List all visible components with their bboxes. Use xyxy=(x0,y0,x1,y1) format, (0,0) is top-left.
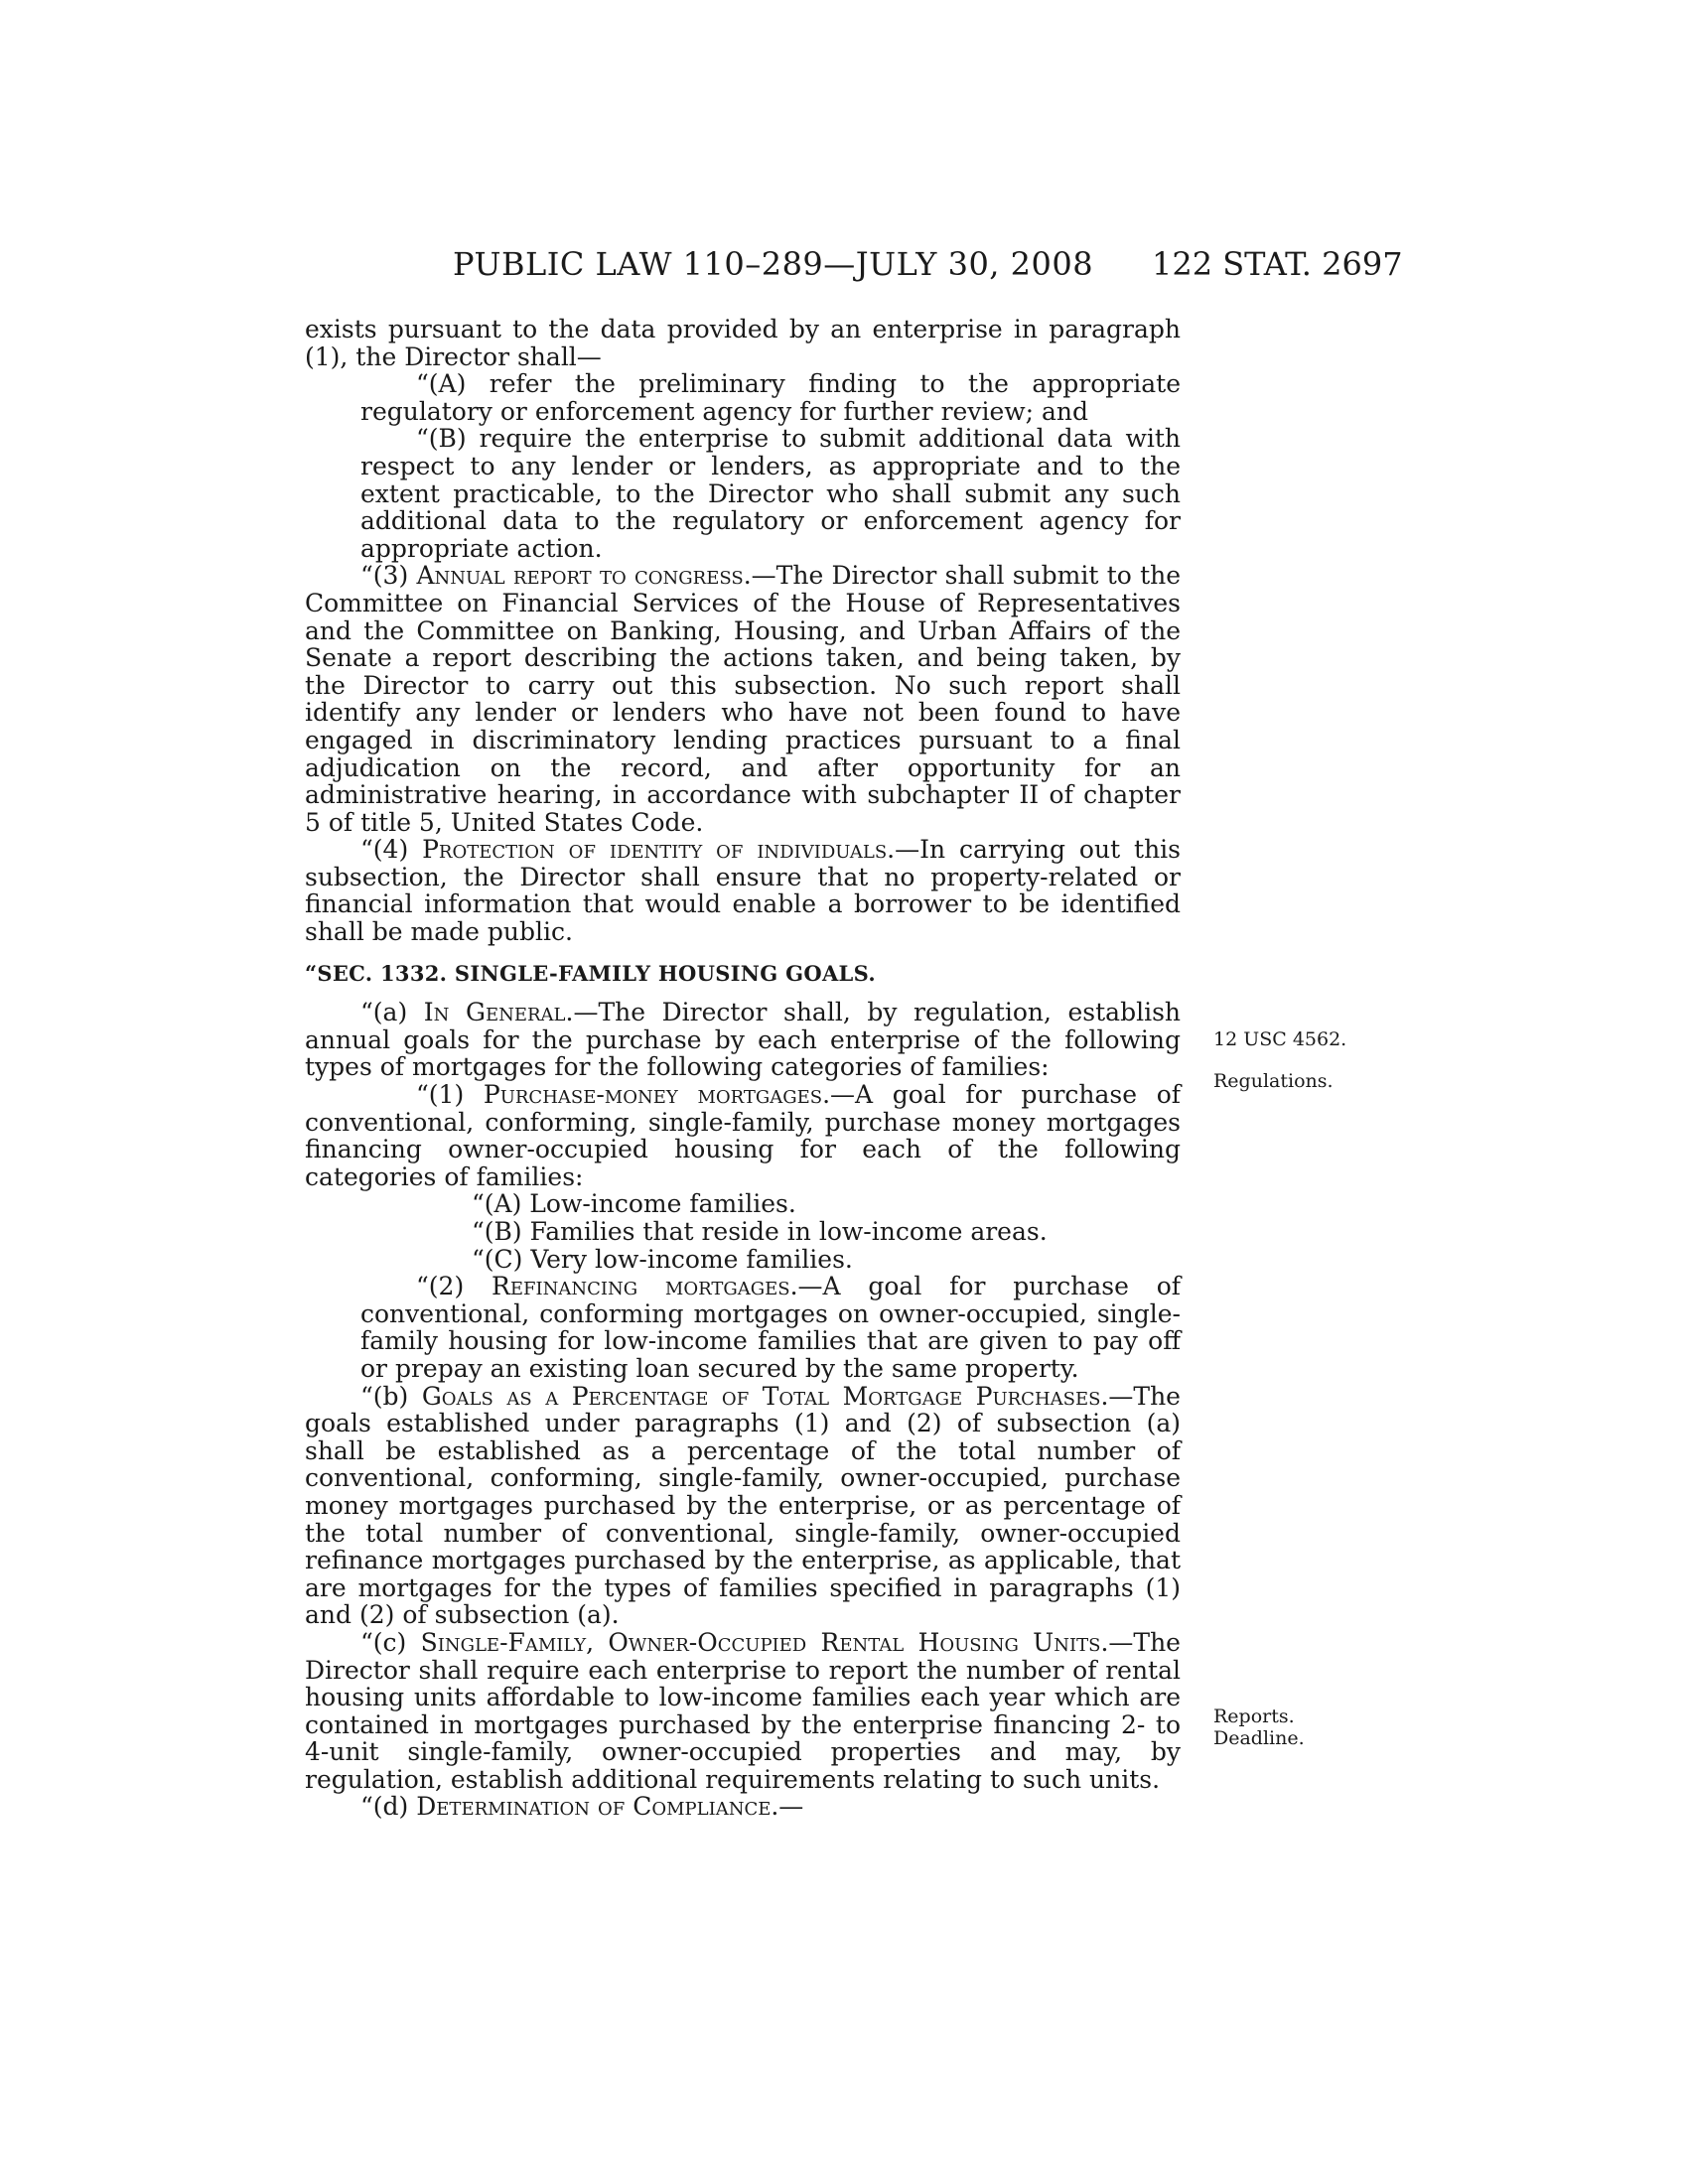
margin-note-deadline: Deadline. xyxy=(1213,1727,1305,1749)
subsection-a-number: “(a) xyxy=(360,998,424,1027)
paragraph-3-text: .—The Director shall submit to the Committee on Financial Services of the House of Representatives and the Committee on Banking, Housing, and Urban Affairs of the Senate a report describing the actions taken, and being taken, by the Director to carry out this subsection. No such report shall identify any lender or lenders who have not been found to have engaged in discriminatory lending practices pursuant to a final adjudication on the record, and after opportunity for an administrative hearing, in accordance with subchapter II of chapter 5 of title 5, United States Code. xyxy=(305,561,1182,837)
paragraph-1-number: “(1) xyxy=(416,1080,484,1110)
subsection-b-text: .—The goals established under paragraphs (1) and (2) of subsection (a) shall be established as a percentage of the total number of conventional, conforming, single-family, owner-occupied, purchase money mortgages purchased by the enterprise, or as percentage of the total number of conventional, single-family, owner-occupied refinance mortgages purchased by the enterprise, as applicable, that are mortgages for the types of families specified in paragraphs (1) and (2) of subsection (a). xyxy=(305,1381,1181,1630)
subparagraph-a: “(A) Low-income families. xyxy=(472,1189,796,1219)
page-header xyxy=(0,245,1688,285)
paragraph-2-heading: Refinancing mortgages xyxy=(492,1272,790,1301)
subparagraph-b: “(B) Families that reside in low-income areas. xyxy=(472,1217,1048,1246)
clause-b: “(B) require the enterprise to submit additional data with respect to any lender or lenders, as appropriate and to the extent practicable, to the Director who shall submit any such additional data to the regulatory or enforcement agency for appropriate action. xyxy=(360,424,1181,563)
paragraph-4-number: “(4) xyxy=(360,835,423,865)
margin-note-usc: 12 USC 4562. xyxy=(1213,1028,1347,1050)
subsection-b-number: “(b) xyxy=(360,1381,422,1411)
subsection-c-text: .—The Director shall require each enterprise to report the number of rental housing units affordable to low-income families each year which are contained in mortgages purchased by the enterprise financing 2- to 4-unit single-family, owner-occupied properties and may, by regulation, establish additional requirements relating to such units. xyxy=(305,1627,1181,1794)
document-body xyxy=(305,316,1181,1821)
paragraph-3-heading: Annual report to congress xyxy=(416,561,744,591)
paragraph-1-text: .—A goal for purchase of conventional, conforming, single-family, purchase money mortgages financing owner-occupied housing for each of the following categories of families: xyxy=(305,1080,1182,1191)
paragraph-4 xyxy=(305,836,1181,945)
subsection-b xyxy=(305,1383,1181,1629)
paragraph-1 xyxy=(305,1081,1181,1190)
subsection-b-heading: Goals as a Percentage of Total Mortgage Purchases xyxy=(421,1381,1101,1411)
paragraph-3-number: “(3) xyxy=(360,561,417,591)
subsection-d-number: “(d) xyxy=(360,1792,417,1822)
paragraph-continuation: exists pursuant to the data provided by an enterprise in paragraph (1), the Director shall— xyxy=(305,315,1181,371)
subparagraph-c: “(C) Very low-income families. xyxy=(472,1244,853,1274)
subsection-c xyxy=(305,1629,1181,1794)
running-head-title: PUBLIC LAW 110–289—JULY 30, 2008 xyxy=(453,245,1094,283)
paragraph-3 xyxy=(305,562,1181,836)
paragraph-4-text: .—In carrying out this subsection, the Director shall ensure that no property-related or financial information that would enable a borrower to be identified shall be made public. xyxy=(305,835,1182,947)
subsection-a xyxy=(305,999,1181,1081)
clause-a: “(A) refer the preliminary finding to the appropriate regulatory or enforcement agency for further review; and xyxy=(360,369,1181,426)
subsection-d-text: .— xyxy=(771,1792,804,1822)
paragraph-2 xyxy=(305,1273,1181,1382)
subsection-a-text: .—The Director shall, by regulation, establish annual goals for the purchase by each enterprise of the following types of mortgages for the following categories of families: xyxy=(305,998,1182,1082)
subsection-d xyxy=(305,1793,1181,1821)
margin-note-regulations: Regulations. xyxy=(1213,1070,1334,1092)
statute-page-number: 122 STAT. 2697 xyxy=(1152,245,1403,283)
subsection-c-number: “(c) xyxy=(360,1627,421,1657)
subsection-c-heading: Single-Family, Owner-Occupied Rental Housing Units xyxy=(420,1627,1101,1657)
paragraph-1-heading: Purchase-money mortgages xyxy=(483,1080,823,1110)
section-heading: “SEC. 1332. SINGLE-FAMILY HOUSING GOALS. xyxy=(305,960,876,986)
subsection-a-heading: In General xyxy=(423,998,566,1027)
margin-note-reports: Reports. xyxy=(1213,1706,1295,1727)
paragraph-2-number: “(2) xyxy=(416,1272,492,1301)
subsection-d-heading: Determination of Compliance xyxy=(416,1792,772,1822)
paragraph-4-heading: Protection of identity of individuals xyxy=(422,835,888,865)
paragraph-2-text: .—A goal for purchase of conventional, conforming mortgages on owner-occupied, single-family housing for low-income families that are given to pay off or prepay an existing loan secured by the same property. xyxy=(360,1272,1181,1383)
